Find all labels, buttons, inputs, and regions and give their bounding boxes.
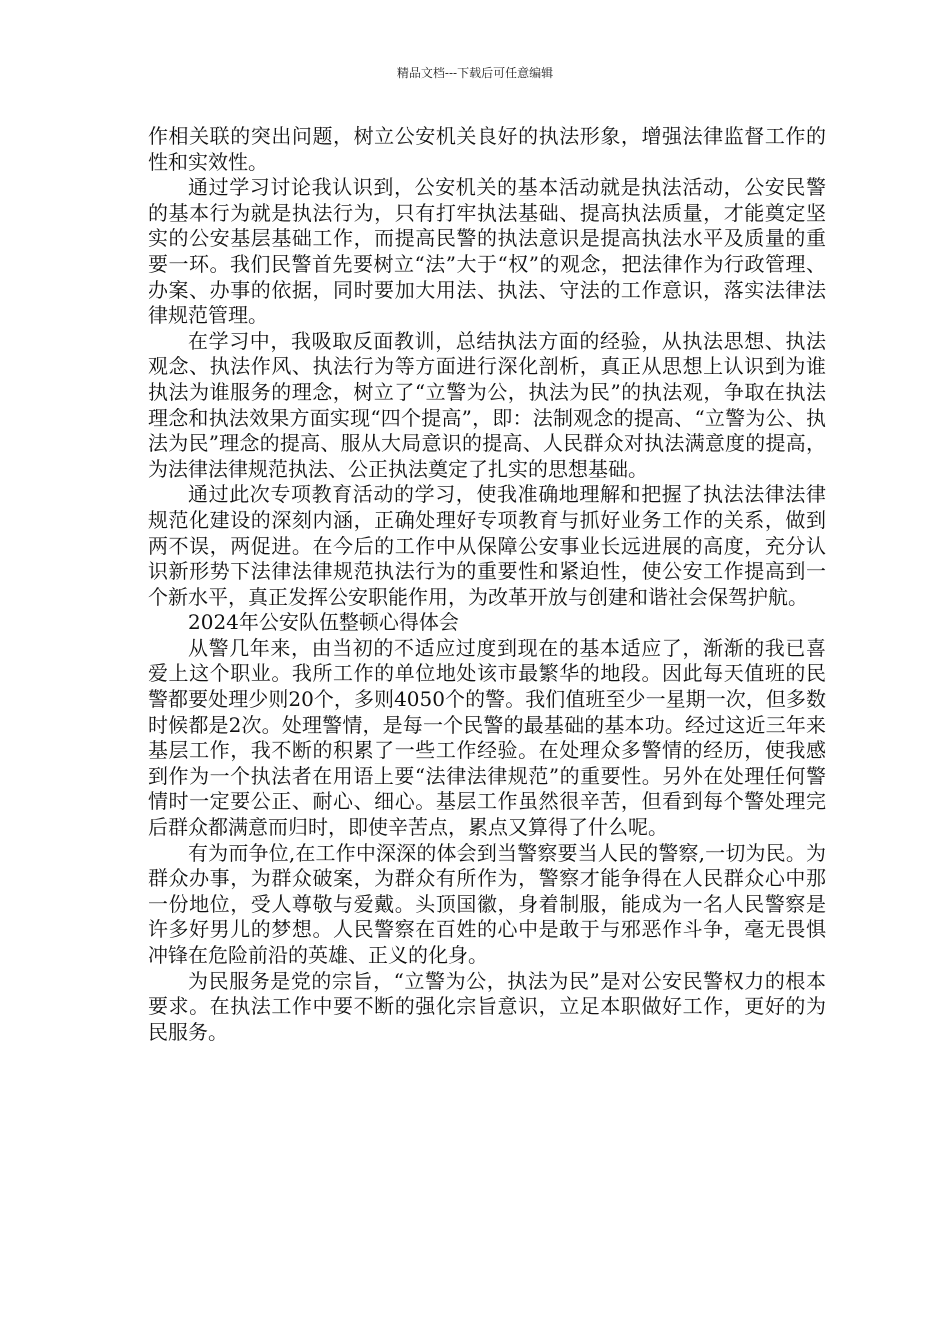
paragraph-2: 通过学习讨论我认识到，公安机关的基本活动就是执法活动，公安民警的基本行为就是执法行为，只有打牢执法基础、提高执法质量，才能奠定坚实的公安基层基础工作，而提高民警的执法意识是提高执法水平及质量的重要一环。我们民警首先要树立“法”大于“权”的观念，把法律作为行政管理、办案、办事的依据，同时要加大用法、执法、守法的工作意识，落实法律法律规范管理。 xyxy=(148,175,826,328)
paragraph-4: 通过此次专项教育活动的学习，使我准确地理解和把握了执法法律法律规范化建设的深刻内涵，正确处理好专项教育与抓好业务工作的关系，做到两不误，两促进。在今后的工作中从保障公安事业长远进展的高度，充分认识新形势下法律法律规范执法行为的重要性和紧迫性，使公安工作提高到一个新水平，真正发挥公安职能作用，为改革开放与创建和谐社会保驾护航。 xyxy=(148,482,826,609)
section-title: 2024年公安队伍整顿心得体会 xyxy=(188,610,459,635)
paragraph-7: 为民服务是党的宗旨，“立警为公，执法为民”是对公安民警权力的根本要求。在执法工作中要不断的强化宗旨意识，立足本职做好工作，更好的为民服务。 xyxy=(148,968,826,1044)
paragraph-6: 有为而争位,在工作中深深的体会到当警察要当人民的警察,一切为民。为群众办事，为群众破案，为群众有所作为，警察才能争得在人民群众心中那一份地位，受人尊敬与爱戴。头顶国徽，身着制服，能成为一名人民警察是许多好男儿的梦想。人民警察在百姓的心中是敢于与邪恶作斗争，毫无畏惧冲锋在危险前沿的英雄、正义的化身。 xyxy=(148,840,826,967)
paragraph-3: 在学习中，我吸取反面教训，总结执法方面的经验，从执法思想、执法观念、执法作风、执法行为等方面进行深化剖析，真正从思想上认识到为谁执法为谁服务的理念，树立了“立警为公，执法为民”的执法观，争取在执法理念和执法效果方面实现“四个提高”，即：法制观念的提高、“立警为公、执法为民”理念的提高、服从大局意识的提高、人民群众对执法满意度的提高，为法律法律规范执法、公正执法奠定了扎实的思想基础。 xyxy=(148,328,826,481)
page-header: 精品文档---下载后可任意编辑 xyxy=(396,66,554,80)
paragraph-5: 从警几年来，由当初的不适应过度到现在的基本适应了，渐渐的我已喜爱上这个职业。我所工作的单位地处该市最繁华的地段。因此每天值班的民警都要处理少则20个，多则4050个的警。我们值班至少一星期一次，但多数时候都是2次。处理警情，是每一个民警的最基础的基本功。经过这近三年来基层工作，我不断的积累了一些工作经验。在处理众多警情的经历，使我感到作为一个执法者在用语上要“法律法律规范”的重要性。另外在处理任何警情时一定要公正、耐心、细心。基层工作虽然很辛苦，但看到每个警处理完后群众都满意而归时，即使辛苦点，累点又算得了什么呢。 xyxy=(148,635,826,840)
document-body xyxy=(148,124,826,1045)
paragraph-1: 作相关联的突出问题，树立公安机关良好的执法形象，增强法律监督工作的性和实效性。 xyxy=(148,124,826,174)
